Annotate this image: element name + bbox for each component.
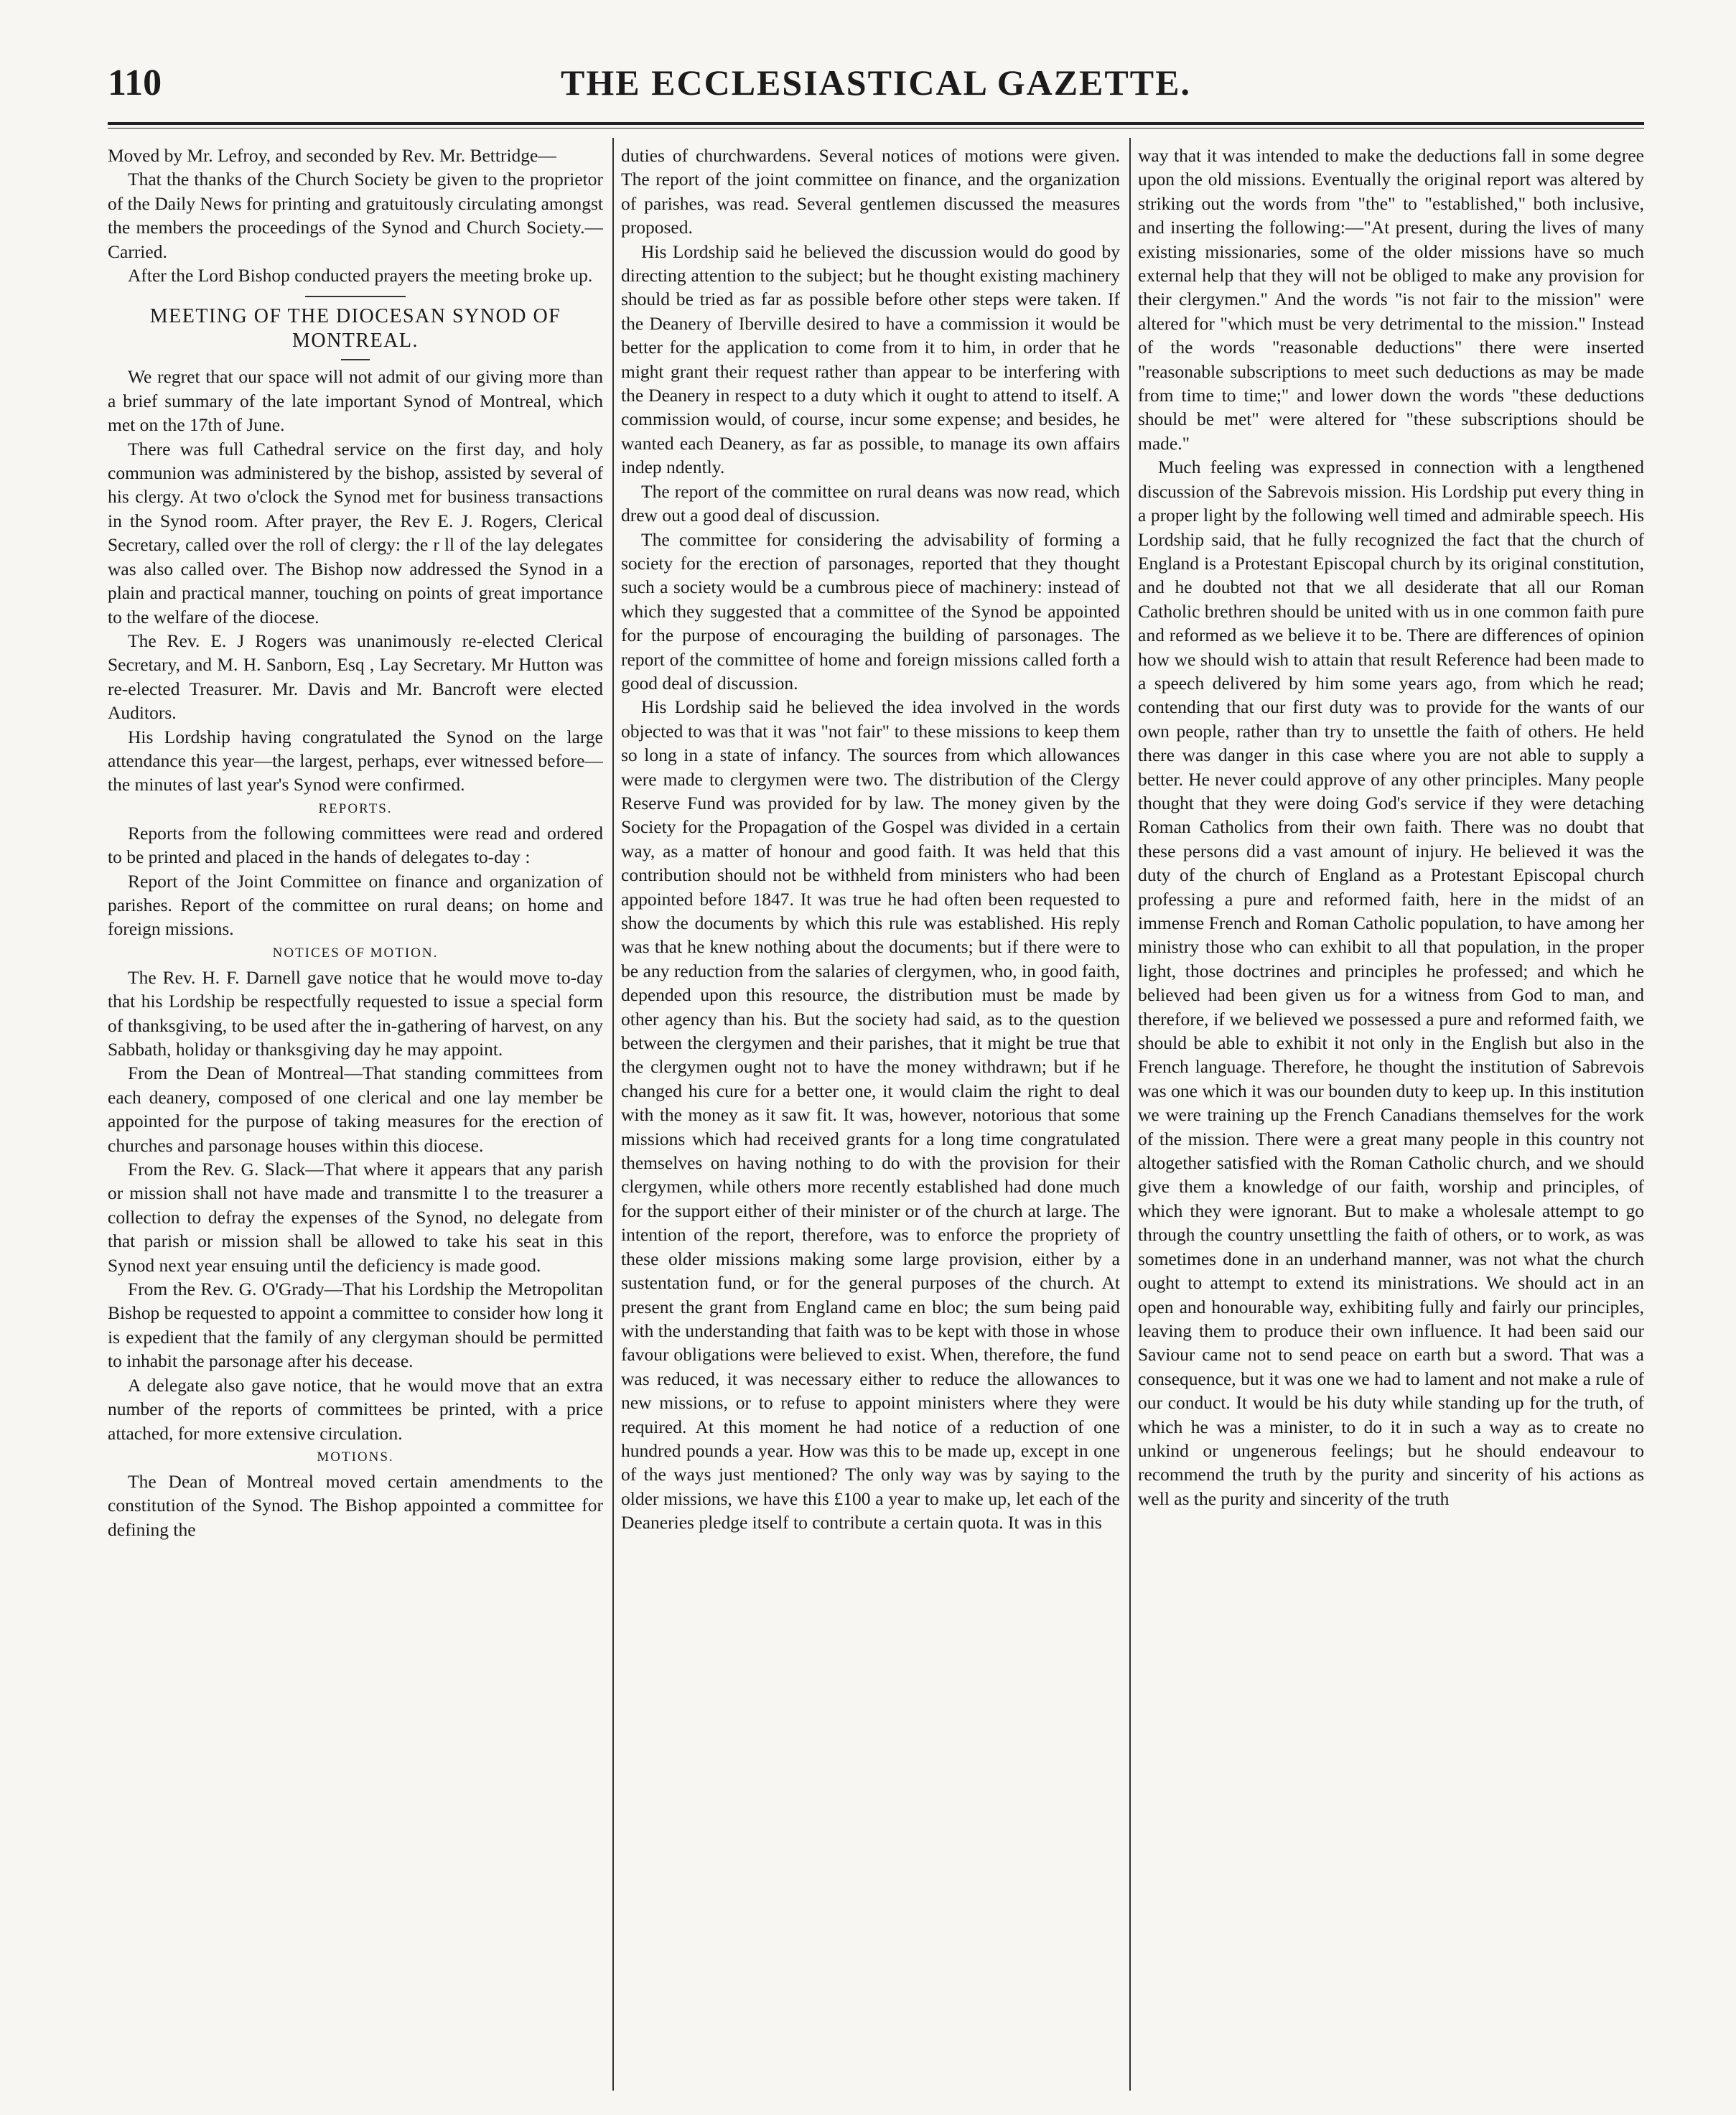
paragraph: We regret that our space will not admit of our giving more than a brief summary of the late important Synod of Montreal, which met on the 17th of June. bbox=[108, 366, 603, 436]
paragraph: After the Lord Bishop conducted prayers the meeting broke up. bbox=[128, 265, 593, 286]
page-number: 110 bbox=[108, 62, 162, 103]
column-right bbox=[1138, 144, 1644, 2089]
paragraph: From the Dean of Montreal—That standing committees from each deanery, composed of one clerical and one lay member be appointed for the purpose of taking measures for the erection of churches and parsonage houses within this diocese. bbox=[108, 1063, 603, 1156]
paragraph: His Lordship said he believed the discussion would do good by directing attention to the subject; but he thought existing machinery should be tried as far as possible before other steps were taken. If the Deanery of Iberville desired to have a commission it would be better for the application to come from it to him, in order that he might grant their request rather than appear to be interfering with the Deanery in respect to a duty which it ought to attend to itself. A commission would, of course, incur some expense; and besides, he wanted each Deanery, as far as possible, to manage its own affairs indep ndently. bbox=[621, 241, 1120, 478]
paragraph: A delegate also gave notice, that he would move that an extra number of the reports of committees be printed, with a price attached, for more extensive circulation. bbox=[108, 1374, 603, 1444]
paragraph: Much feeling was expressed in connection with a lengthened discussion of the Sabrevois mission. His Lordship put every thing in a proper light by the following well timed and admirable speech. His Lordship said, that he fully recognized the fact that the church of England is a Protestant Episcopal church by its original constitution, and he doubted not that we all desiderate that all our Roman Catholic brethren should be united with us in one common faith pure and reformed as we believe it to be. There are differences of opinion how we should wish to attain that result Reference had been made to a speech delivered by him some years ago, from which he read; contending that our first duty was to provide for the wants of our own people, rather than try to unsettle the faith of others. He held there was danger in this case where you are not able to supply a better. He never could approve of any other principles. Many people thought that they were doing God's service if they were detaching Roman Catholics from their own faith. There was no doubt that these persons did a vast amount of injury. He believed it was the duty of the church of England as a Protestant Episcopal church professing a pure and reformed faith, here in the midst of an immense French and Roman Catholic population, to have among her ministry those who can exhibit to all that population, in the proper light, those doctrines and principles he professed; and which he believed had been given us for a witness from God to man, and therefore, if we believed we possessed a pure and reformed faith, we should be able to exhibit it not only in the English but also in the French language. Therefore, he thought the institution of Sabrevois was one which it was our bounden duty to keep up. In this institution we were training up the French Canadians themselves for the work of the mission. There were a great many people in this country not altogether satisfied with the Roman Catholic church, and we should give them a knowledge of our faith, worship and principles, of which they were ignorant. But to make a wholesale attempt to go through the country unsettling the faith of others, or to work, as was sometimes done in an underhand manner, was not what the church ought to attempt to extend its ministrations. We should act in an open and honourable way, exhibiting fully and fairly our principles, leaving them to produce their own influence. It had been said our Saviour came not to send peace on earth but a sword. That was a consequence, but it was one we had to lament and not make a rule of our conduct. It would be his duty while standing up for the truth, of which he was a minister, to do it in such a way as to create no unkind or ungenerous feelings; but he should endeavour to recommend the truth by the purity and sincerity of his actions as well as the purity and sincerity of the truth bbox=[1138, 457, 1644, 1509]
paragraph: From the Rev. G. Slack—That where it appears that any parish or mission shall not have made and transmitte l to the treasurer a collection to defray the expenses of the Synod, no delegate from that parish or mission shall be allowed to take his seat in this Synod next year ensuing until the deficiency is made good. bbox=[108, 1159, 603, 1276]
paragraph: duties of churchwardens. Several notices of motions were given. The report of the joint committee on finance, and the organization of parishes, was read. Several gentlemen discussed the measures proposed. bbox=[621, 145, 1120, 238]
paragraph: There was full Cathedral service on the first day, and holy communion was administered by the bishop, assisted by several of his clergy. At two o'clock the Synod met for business transactions in the Synod room. After prayer, the Rev E. J. Rogers, Clerical Secretary, called over the roll of clergy: the r ll of the lay delegates was also called over. The Bishop now addressed the Synod in a plain and practical manner, touching on points of great importance to the welfare of the diocese. bbox=[108, 438, 603, 627]
header-rule-thick bbox=[108, 122, 1644, 125]
article-heading: MEETING OF THE DIOCESAN SYNOD OF MONTREAL. bbox=[149, 305, 561, 352]
column-divider bbox=[612, 138, 614, 2091]
paragraph: Reports from the following committees were read and ordered to be printed and placed in the hands of delegates to-day : bbox=[108, 822, 603, 868]
section-rule bbox=[305, 296, 406, 297]
paragraph: The Dean of Montreal moved certain amendments to the constitution of the Synod. The Bishop appointed a committee for defining the bbox=[108, 1470, 603, 1540]
paragraph: His Lordship said he believed the idea involved in the words objected to was that it was "not fair" to these missions to keep them so long in a state of infancy. The sources from which allowances were made to clergymen were two. The distribution of the Clergy Reserve Fund was provided for by law. The money given by the Society for the Propagation of the Gospel was divided in a certain way, as a matter of honour and good faith. It was held that this contribution should not be withheld from ministers who had been appointed before 1847. It was true he had often been requested to show the documents by which this rule was established. His reply was that he knew nothing about the documents; but if there were to be any reduction from the salaries of clergymen, who, in good faith, depended upon this resource, the distribution must be made by other agency than his. But the society had said, as to the question between the clergymen and their parishes, that it might be true that the clergymen ought not to have the money withdrawn; but if he changed his cure for a better one, it would claim the right to deal with the money as it saw fit. It was, however, notorious that some missions which had received grants for a long time congratulated themselves on having nothing to do with the provision for their clergymen, while others more recently established had done much for the support either of their minister or of the church at large. The intention of the report, therefore, was to enforce the propriety of these older missions making some large provision, either by a sustentation fund, or for the general purposes of the church. At present the grant from England came en bloc; the sum being paid with the understanding that faith was to be kept with those in whose favour obligations were believed to exist. When, therefore, the fund was reduced, it was necessary either to reduce the allowances to new missions, or to refuse to appoint ministers where they were required. At this moment he had notice of a reduction of one hundred pounds a year. How was this to be made up, except in one of the ways just mentioned? The only way was by saying to the older missions, we have this £100 a year to make up, let each of the Deaneries pledge itself to contribute a certain quota. It was in this bbox=[621, 696, 1120, 1533]
column-divider bbox=[1129, 138, 1131, 2091]
subheading-reports: REPORTS. bbox=[318, 800, 393, 816]
paragraph: way that it was intended to make the deductions fall in some degree upon the old missions. Eventually the original report was altered by striking out the words from "the" to "established," both inclusive, and inserting the following:—"At present, during the lives of many existing missionaries, some of the older missions have so much external help that they will not be obliged to make any provision for their clergymen." And the words "is not fair to the mission" were altered for "which must be very detrimental to the mission." Instead of the words "reasonable deductions" there were inserted "reasonable subscriptions to meet such deductions as may be made from time to time;" and lower down the words "these deductions should be met" were altered for "these subscriptions should be made." bbox=[1138, 145, 1644, 454]
subheading-notices: NOTICES OF MOTION. bbox=[272, 945, 439, 961]
paragraph: The committee for considering the advisability of forming a society for the erection of parsonages, reported that they thought such a society would be a cumbrous piece of machinery: instead of which they suggested that a committee of the Synod be appointed for the purpose of encouraging the building of parsonages. The report of the committee of home and foreign missions called forth a good deal of discussion. bbox=[621, 528, 1120, 694]
paragraph: The report of the committee on rural deans was now read, which drew out a good deal of discussion. bbox=[621, 480, 1120, 526]
paragraph: The Rev. E. J Rogers was unanimously re-elected Clerical Secretary, and M. H. Sanborn, Esq , Lay Secretary. Mr Hutton was re-elected Treasurer. Mr. Davis and Mr. Bancroft were elected Auditors. bbox=[108, 630, 603, 724]
paragraph: From the Rev. G. O'Grady—That his Lordship the Metropolitan Bishop be requested to appoint a committee to consider how long it is expedient that the family of any clergyman should be permitted to inhabit the parsonage after his decease. bbox=[108, 1279, 603, 1372]
page-header bbox=[108, 56, 1644, 106]
paragraph: Report of the Joint Committee on finance and organization of parishes. Report of the committee on rural deans; on home and foreign missions. bbox=[108, 870, 603, 940]
column-middle bbox=[621, 144, 1120, 2089]
paragraph: That the thanks of the Church Society be given to the proprietor of the Daily News for printing and gratuitously circulating amongst the members the proceedings of the Synod and Church Society.—Carried. bbox=[108, 169, 603, 262]
section-rule bbox=[341, 359, 370, 360]
column-left bbox=[108, 144, 603, 2089]
header-rule-thin bbox=[108, 128, 1644, 129]
paragraph: Moved by Mr. Lefroy, and seconded by Rev. Mr. Bettridge— bbox=[108, 145, 556, 166]
paragraph: The Rev. H. F. Darnell gave notice that he would move to-day that his Lordship be respectfully requested to issue a special form of thanksgiving, to be used after the in-gathering of harvest, on any Sabbath, holiday or thanksgiving day he may appoint. bbox=[108, 966, 603, 1060]
masthead-title: THE ECCLESIASTICAL GAZETTE. bbox=[561, 62, 1191, 103]
subheading-motions: MOTIONS. bbox=[317, 1449, 394, 1465]
paragraph: His Lordship having congratulated the Synod on the large attendance this year—the largest, perhaps, ever witnessed before—the minutes of last year's Synod were confirmed. bbox=[108, 726, 603, 795]
